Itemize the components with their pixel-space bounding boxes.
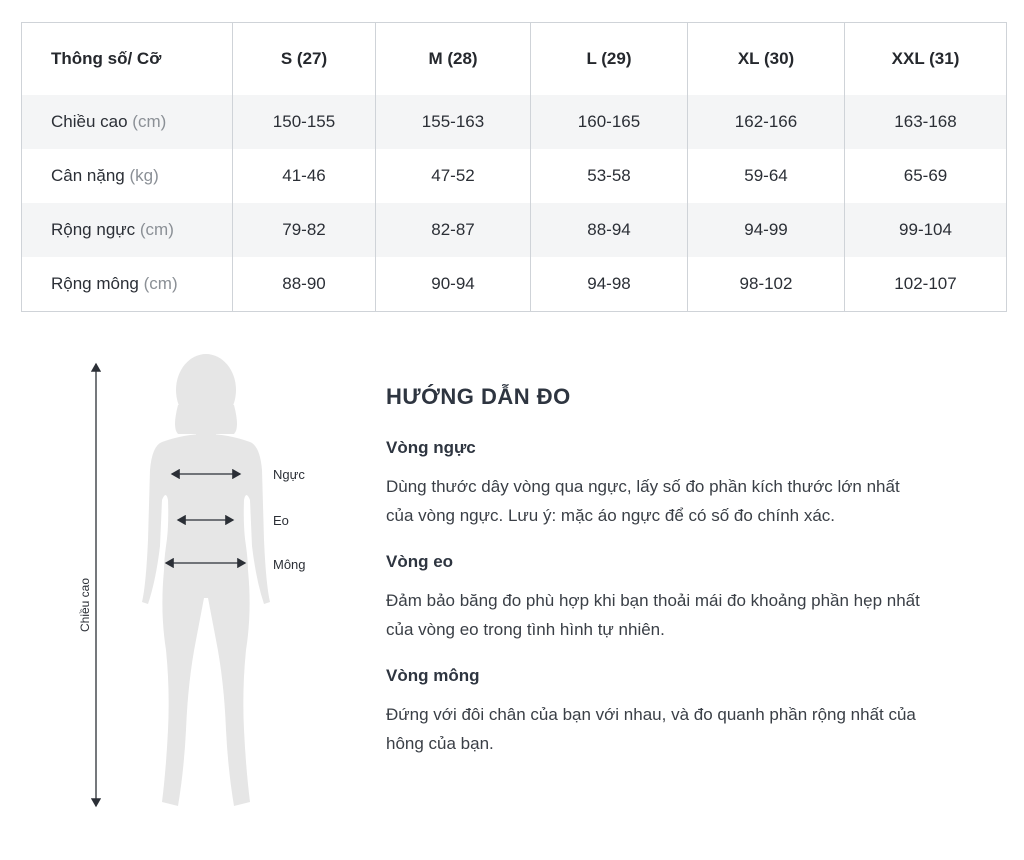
table-cell: 98-102 xyxy=(688,257,845,312)
table-cell: 90-94 xyxy=(376,257,531,312)
hip-label: Mông xyxy=(273,557,306,572)
table-cell: 82-87 xyxy=(376,203,531,257)
row-unit: (cm) xyxy=(132,112,167,131)
table-cell: 88-94 xyxy=(531,203,688,257)
table-cell: 163-168 xyxy=(845,95,1007,149)
table-row xyxy=(22,203,1007,257)
guide-heading: Vòng eo xyxy=(386,552,454,571)
size-chart-table xyxy=(21,22,1007,312)
guide-heading: Vòng mông xyxy=(386,666,480,685)
table-cell: 99-104 xyxy=(845,203,1007,257)
table-cell: 88-90 xyxy=(233,257,376,312)
table-cell: 79-82 xyxy=(233,203,376,257)
header-cell: XXL (31) xyxy=(845,23,1007,96)
header-cell: M (28) xyxy=(376,23,531,96)
guide-heading: Vòng ngực xyxy=(386,438,476,457)
row-label xyxy=(22,95,233,149)
table-cell: 47-52 xyxy=(376,149,531,203)
waist-label: Eo xyxy=(273,513,289,528)
header-cell: XL (30) xyxy=(688,23,845,96)
body-silhouette-icon xyxy=(60,350,340,820)
height-label: Chiều cao xyxy=(78,577,92,632)
guide-title: HƯỚNG DẪN ĐO xyxy=(386,384,571,409)
table-cell: 150-155 xyxy=(233,95,376,149)
row-label-text: Rộng mông xyxy=(51,274,139,293)
row-unit: (cm) xyxy=(139,220,174,239)
table-row xyxy=(22,257,1007,312)
table-cell: 65-69 xyxy=(845,149,1007,203)
row-label xyxy=(22,203,233,257)
guide-section-chest xyxy=(386,438,946,530)
row-label-text: Cân nặng xyxy=(51,166,125,185)
chest-label: Ngực xyxy=(273,467,305,482)
measurement-guide xyxy=(386,384,946,780)
body-measurement-figure xyxy=(60,350,340,820)
table-cell: 162-166 xyxy=(688,95,845,149)
table-row xyxy=(22,149,1007,203)
table-cell: 41-46 xyxy=(233,149,376,203)
guide-section-waist xyxy=(386,552,946,644)
row-unit: (kg) xyxy=(129,166,159,185)
guide-section-hip xyxy=(386,666,946,758)
table-cell: 102-107 xyxy=(845,257,1007,312)
table-header-row xyxy=(22,23,1007,96)
row-unit: (cm) xyxy=(143,274,178,293)
table-cell: 160-165 xyxy=(531,95,688,149)
table-cell: 59-64 xyxy=(688,149,845,203)
table-cell: 155-163 xyxy=(376,95,531,149)
table-cell: 94-99 xyxy=(688,203,845,257)
row-label-text: Rộng ngực xyxy=(51,220,136,239)
guide-text: Đảm bảo băng đo phù hợp khi bạn thoải mái đo khoảng phần hẹp nhất của vòng eo trong tình hình tự nhiên. xyxy=(386,591,920,639)
row-label xyxy=(22,257,233,312)
table-cell: 94-98 xyxy=(531,257,688,312)
header-cell: L (29) xyxy=(531,23,688,96)
table-cell: 53-58 xyxy=(531,149,688,203)
guide-text: Dùng thước dây vòng qua ngực, lấy số đo phần kích thước lớn nhất của vòng ngực. Lưu ý: mặc áo ngực để có số đo chính xác. xyxy=(386,477,900,525)
table-row xyxy=(22,95,1007,149)
header-cell: S (27) xyxy=(233,23,376,96)
row-label-text: Chiều cao xyxy=(51,112,128,131)
row-label xyxy=(22,149,233,203)
guide-text: Đứng với đôi chân của bạn với nhau, và đo quanh phần rộng nhất của hông của bạn. xyxy=(386,705,916,753)
header-cell: Thông số/ Cỡ xyxy=(51,49,162,68)
